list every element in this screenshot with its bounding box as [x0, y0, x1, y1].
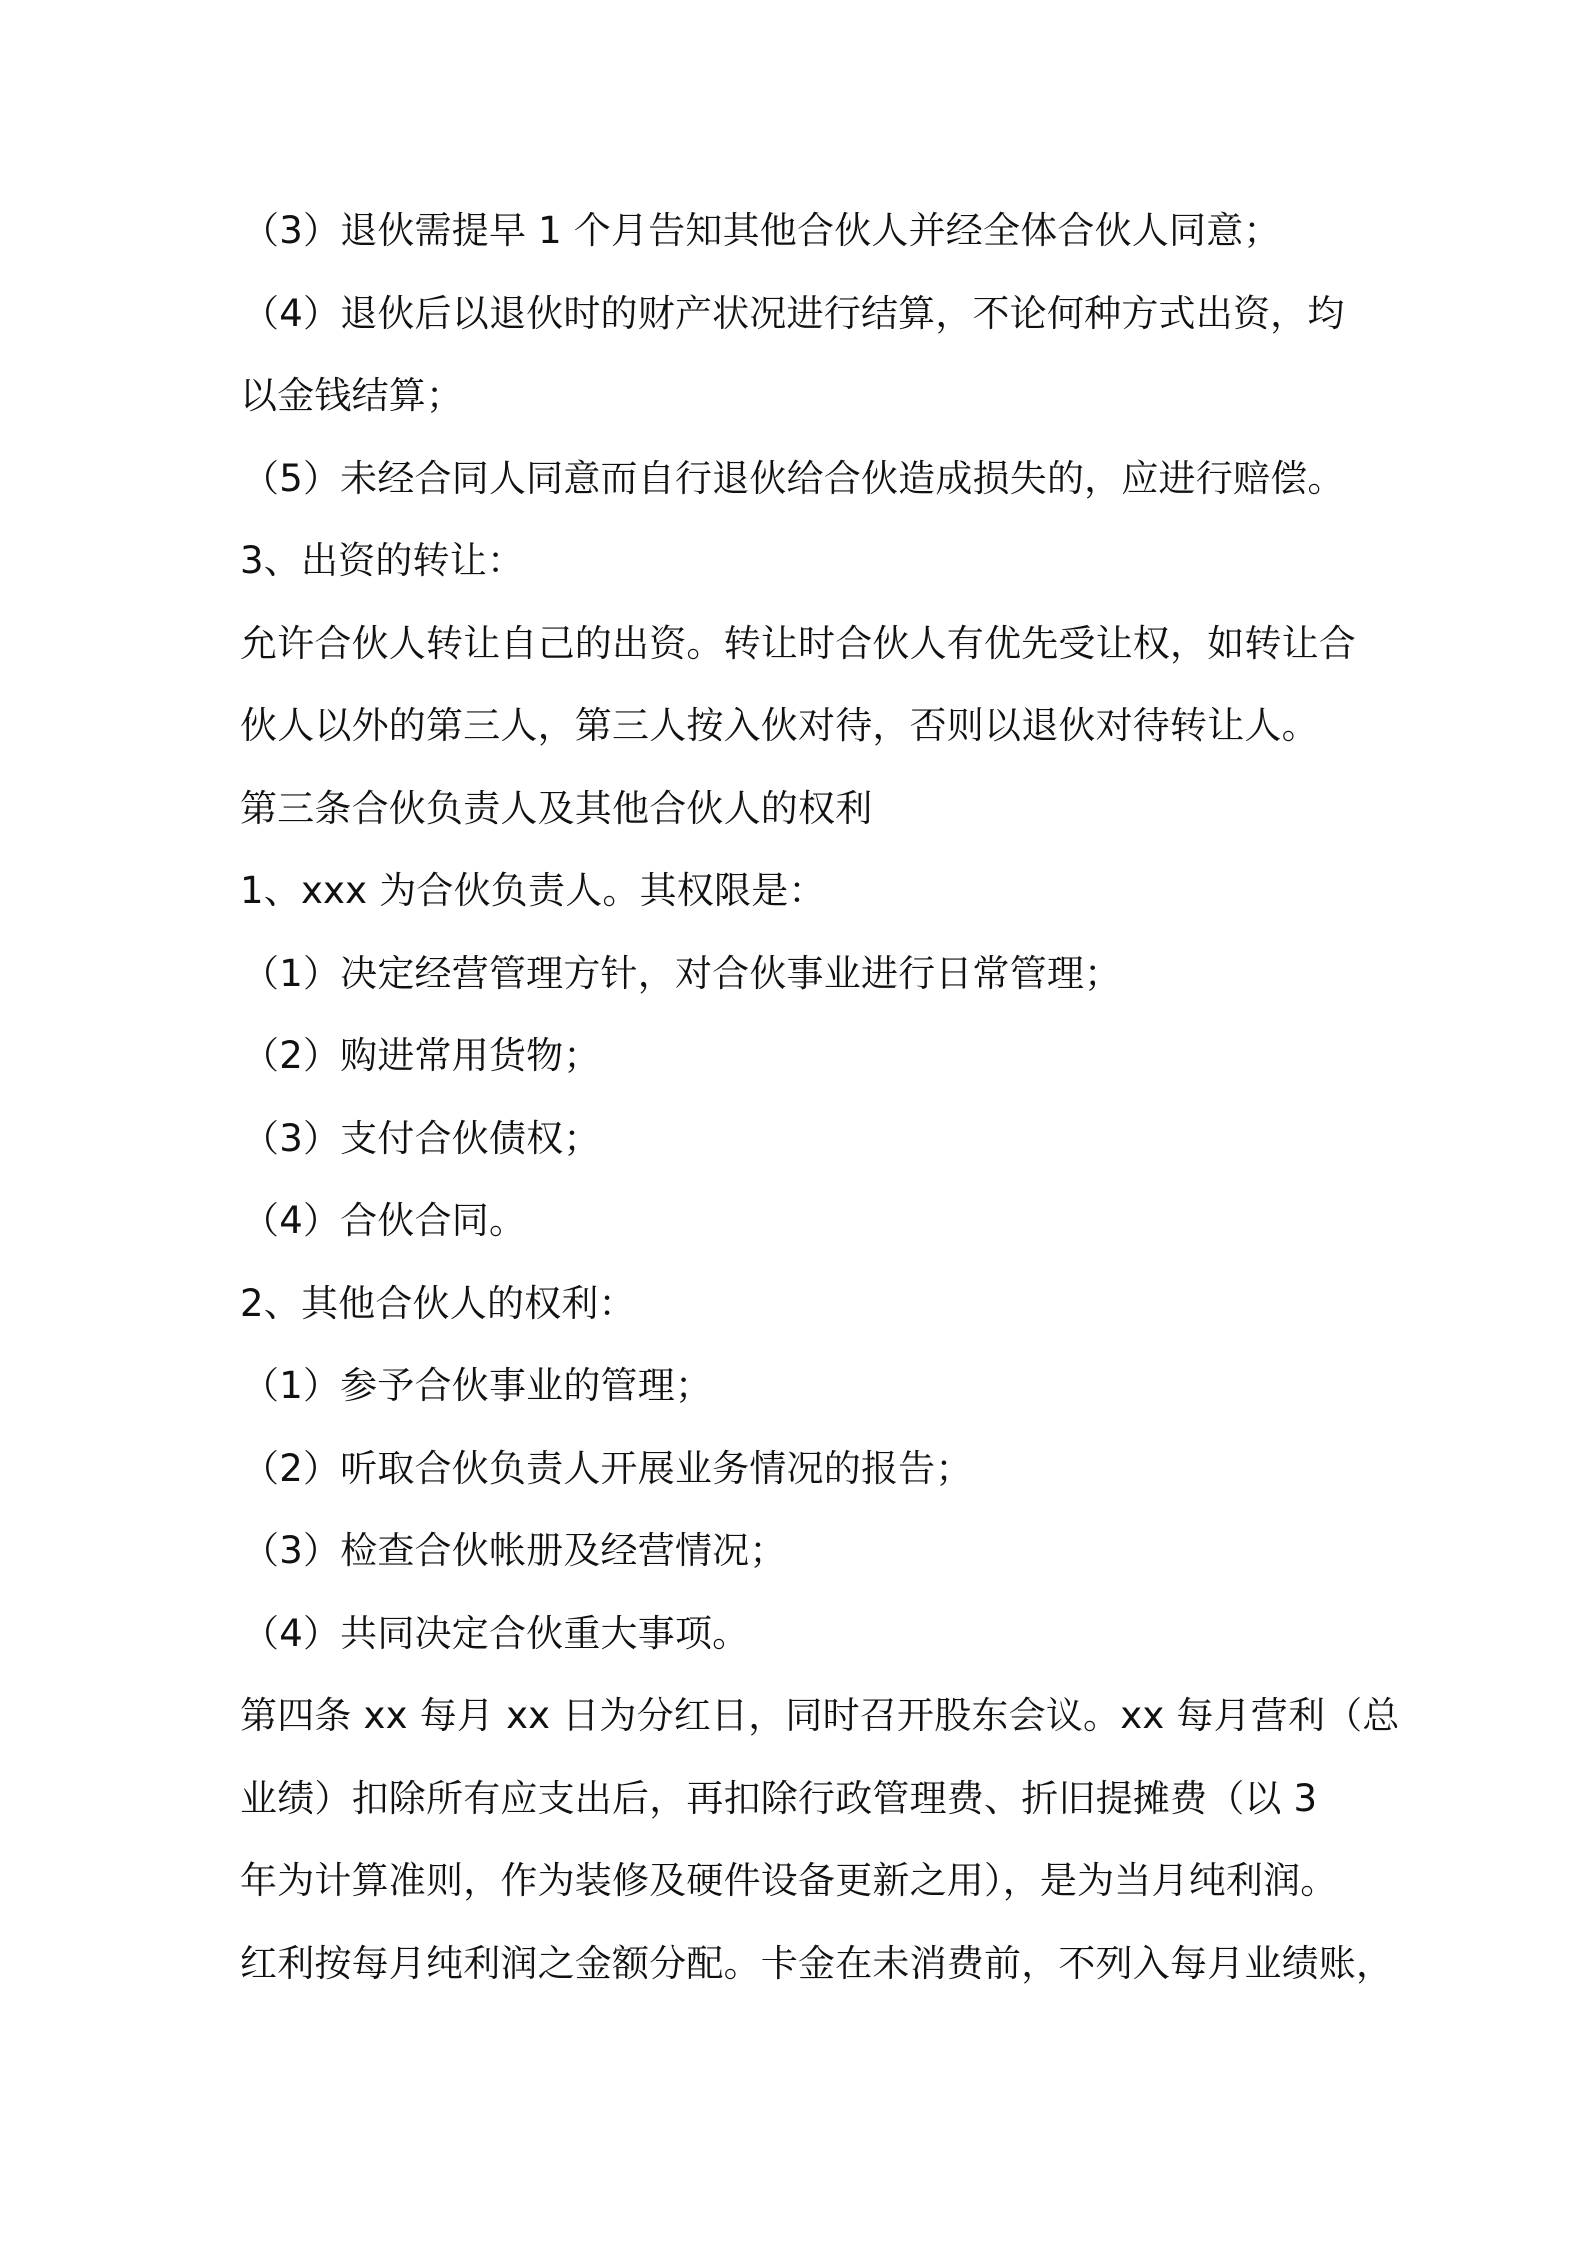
article-heading: 第四条 xx 每月 xx 日为分红日，同时召开股东会议。xx 每月营利（总: [240, 1694, 1400, 1737]
text-line: （1）参予合伙事业的管理；: [242, 1364, 713, 1407]
text-line: 业绩）扣除所有应支出后，再扣除行政管理费、折旧提摊费（以 3: [240, 1776, 1318, 1820]
section-heading: 3、出资的转让：: [240, 539, 525, 582]
text-line: （2）购进常用货物；: [242, 1034, 601, 1077]
text-line: （4）合伙合同。: [242, 1199, 527, 1242]
text-line: （4）共同决定合伙重大事项。: [242, 1611, 750, 1655]
text-line: （3）支付合伙债权；: [242, 1116, 601, 1160]
text-line: 以金钱结算；: [240, 374, 464, 417]
text-line: （3）检查合伙帐册及经营情况；: [242, 1529, 787, 1572]
text-line: （5）未经合同人同意而自行退伙给合伙造成损失的，应进行赔偿。: [242, 456, 1345, 500]
text-line: （1）决定经营管理方针，对合伙事业进行日常管理；: [242, 951, 1122, 995]
text-line: 允许合伙人转让自己的出资。转让时合伙人有优先受让权，如转让合: [240, 621, 1356, 665]
text-line: 红利按每月纯利润之金额分配。卡金在未消费前，不列入每月业绩账，: [240, 1941, 1394, 1985]
text-line: （4）退伙后以退伙时的财产状况进行结算，不论何种方式出资，均: [242, 291, 1345, 335]
text-line: （2）听取合伙负责人开展业务情况的报告；: [242, 1446, 973, 1490]
section-heading: 1、xxx 为合伙负责人。其权限是：: [240, 869, 826, 912]
text-line: （3）退伙需提早 1 个月告知其他合伙人并经全体合伙人同意；: [242, 209, 1281, 252]
document-body: [240, 190, 1400, 2005]
section-heading: 2、其他合伙人的权利：: [240, 1281, 636, 1325]
article-heading: 第三条合伙负责人及其他合伙人的权利: [240, 786, 873, 830]
text-line: 伙人以外的第三人，第三人按入伙对待，否则以退伙对待转让人。: [240, 704, 1319, 747]
text-line: 年为计算准则，作为装修及硬件设备更新之用），是为当月纯利润。: [240, 1859, 1338, 1902]
